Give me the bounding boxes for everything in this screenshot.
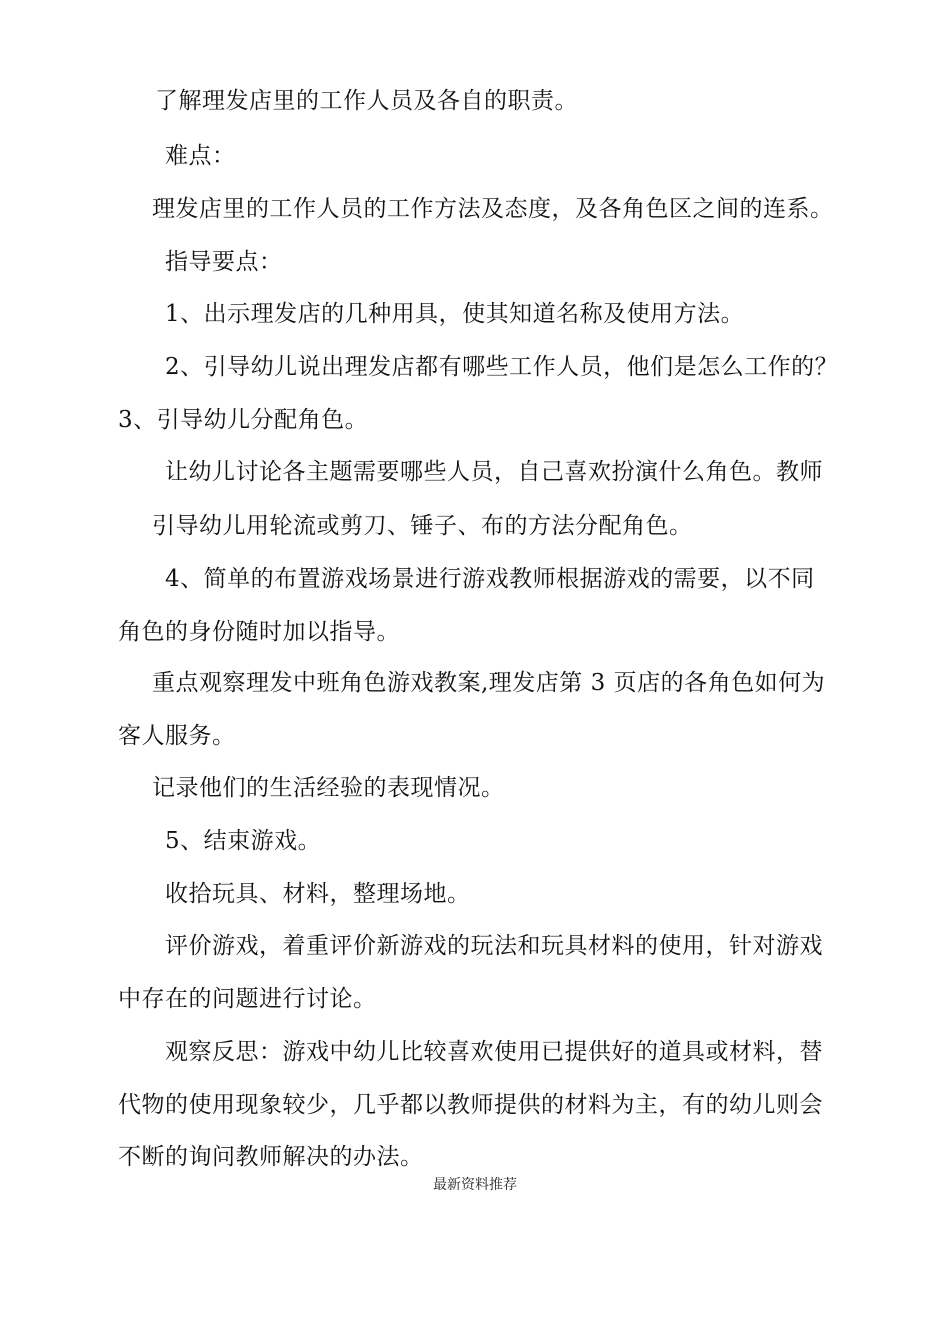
text-line: 难点： bbox=[165, 143, 236, 169]
text-line: 引导幼儿用轮流或剪刀、锤子、布的方法分配角色。 bbox=[152, 513, 693, 539]
text-line: 了解理发店里的工作人员及各自的职责。 bbox=[155, 88, 578, 114]
text-line: 让幼儿讨论各主题需要哪些人员，自己喜欢扮演什么角色。教师 bbox=[165, 459, 823, 485]
text-line: 收拾玩具、材料，整理场地。 bbox=[165, 881, 471, 907]
text-line: 记录他们的生活经验的表现情况。 bbox=[152, 775, 505, 801]
text-line: 5、结束游戏。 bbox=[165, 828, 322, 854]
text-line: 2、引导幼儿说出理发店都有哪些工作人员，他们是怎么工作的？ bbox=[165, 354, 839, 380]
text-line: 评价游戏，着重评价新游戏的玩法和玩具材料的使用，针对游戏 bbox=[165, 933, 823, 959]
text-line: 指导要点： bbox=[165, 249, 283, 275]
text-line: 重点观察理发中班角色游戏教案,理发店第 3 页店的各角色如何为 bbox=[152, 670, 826, 696]
text-line: 3、引导幼儿分配角色。 bbox=[118, 407, 369, 433]
page-footer: 最新资料推荐 bbox=[433, 1177, 517, 1193]
text-line: 理发店里的工作人员的工作方法及态度，及各角色区之间的连系。 bbox=[152, 196, 834, 222]
text-line: 4、简单的布置游戏场景进行游戏教师根据游戏的需要，以不同 bbox=[165, 566, 815, 592]
text-line: 客人服务。 bbox=[118, 723, 236, 749]
text-line: 角色的身份随时加以指导。 bbox=[118, 619, 400, 645]
text-line: 1、出示理发店的几种用具，使其知道名称及使用方法。 bbox=[165, 301, 745, 327]
text-line: 中存在的问题进行讨论。 bbox=[118, 986, 377, 1012]
text-line: 观察反思：游戏中幼儿比较喜欢使用已提供好的道具或材料，替 bbox=[165, 1039, 823, 1065]
text-line: 不断的询问教师解决的办法。 bbox=[118, 1144, 424, 1170]
text-line: 代物的使用现象较少，几乎都以教师提供的材料为主，有的幼儿则会 bbox=[118, 1092, 823, 1118]
